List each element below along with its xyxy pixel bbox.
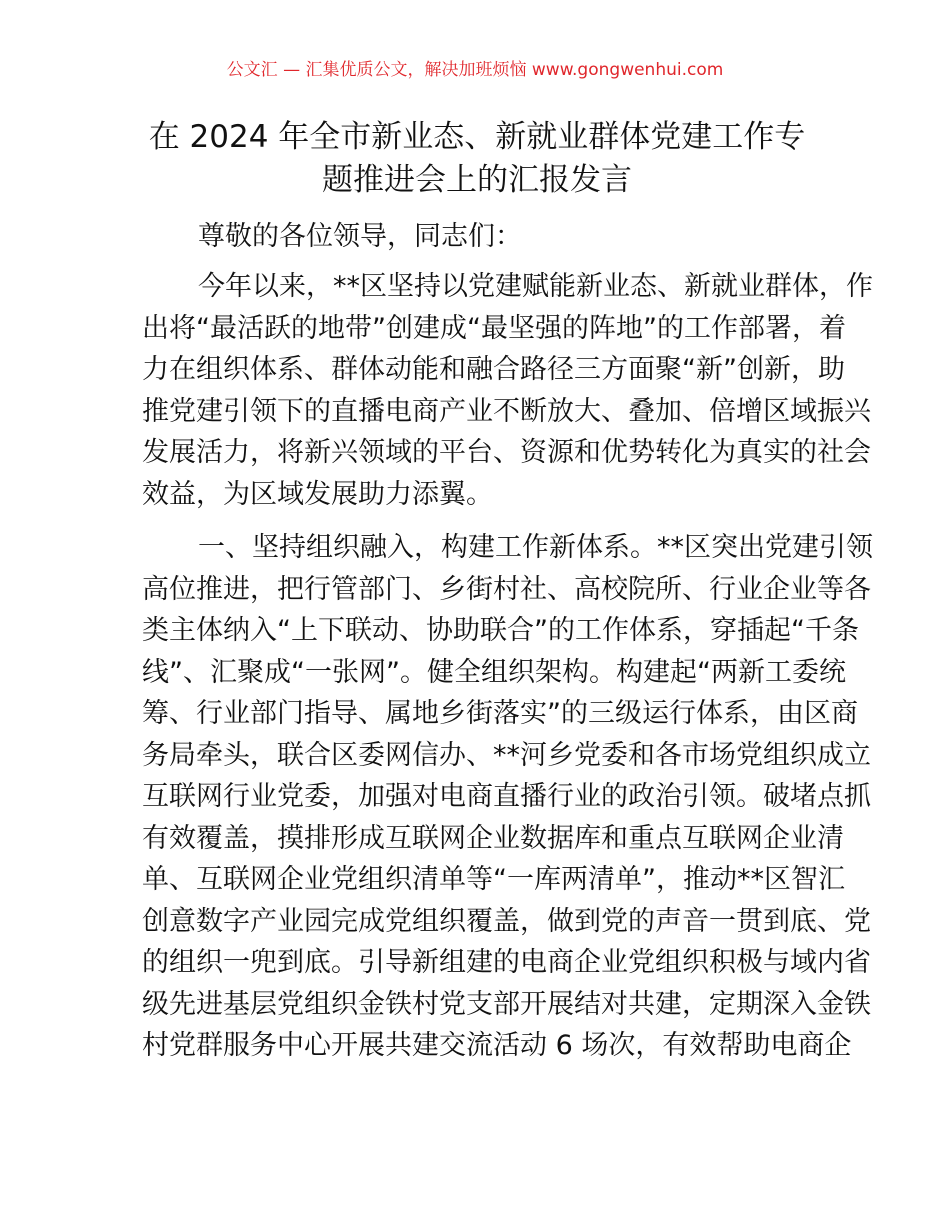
paragraph-2 bbox=[142, 527, 873, 1067]
paragraph-line: 务局牵头，联合区委网信办、**河乡党委和各市场党组织成立 bbox=[142, 739, 871, 771]
greeting-text: 尊敬的各位领导，同志们： bbox=[198, 221, 522, 252]
greeting bbox=[142, 216, 812, 258]
title-line-2: 题推进会上的汇报发言 bbox=[322, 162, 632, 198]
paragraph-line: 高位推进，把行管部门、乡街村社、高校院所、行业企业等各 bbox=[142, 573, 871, 605]
paragraph-line: 筹、行业部门指导、属地乡街落实”的三级运行体系，由区商 bbox=[142, 698, 858, 729]
paragraph-line: 推党建引领下的直播电商产业不断放大、叠加、倍增区域振兴 bbox=[142, 395, 871, 427]
paragraph-line: 线”、汇聚成“一张网”。健全组织架构。构建起“两新工委统 bbox=[142, 656, 846, 688]
paragraph-1 bbox=[142, 266, 873, 515]
paragraph-line: 有效覆盖，摸排形成互联网企业数据库和重点互联网企业清 bbox=[142, 822, 844, 854]
paragraph-line: 级先进基层党组织金铁村党支部开展结对共建，定期深入金铁 bbox=[142, 988, 871, 1020]
document-title bbox=[142, 116, 812, 202]
paragraph-line: 效益，为区域发展助力添翼。 bbox=[142, 478, 493, 510]
paragraph-line: 出将“最活跃的地带”创建成“最坚强的阵地”的工作部署，着 bbox=[142, 312, 846, 344]
paragraph-line: 单、互联网企业党组织清单等“一库两清单”，推动**区智汇 bbox=[142, 864, 845, 895]
paragraph-line: 力在组织体系、群体动能和融合路径三方面聚“新”创新，助 bbox=[142, 354, 845, 385]
paragraph-line: 的组织一兜到底。引导新组建的电商企业党组织积极与域内省 bbox=[142, 947, 871, 978]
paragraph-line: 发展活力，将新兴领域的平台、资源和优势转化为真实的社会 bbox=[142, 437, 871, 468]
paragraph-line: 一、坚持组织融入，构建工作新体系。**区突出党建引领 bbox=[198, 532, 873, 563]
paragraph-line: 村党群服务中心开展共建交流活动 6 场次，有效帮助电商企 bbox=[142, 1030, 852, 1061]
paragraph-line: 类主体纳入“上下联动、协助联合”的工作体系，穿插起“千条 bbox=[142, 615, 859, 646]
paragraph-line: 创意数字产业园完成党组织覆盖，做到党的声音一贯到底、党 bbox=[142, 905, 871, 937]
title-line-1: 在 2024 年全市新业态、新就业群体党建工作专 bbox=[148, 119, 806, 155]
paragraph-line: 今年以来，**区坚持以党建赋能新业态、新就业群体，作 bbox=[198, 271, 873, 302]
watermark-banner: 公文汇 — 汇集优质公文，解决加班烦恼 www.gongwenhui.com bbox=[226, 60, 724, 80]
paragraph-line: 互联网行业党委，加强对电商直播行业的政治引领。破堵点抓 bbox=[142, 781, 871, 812]
